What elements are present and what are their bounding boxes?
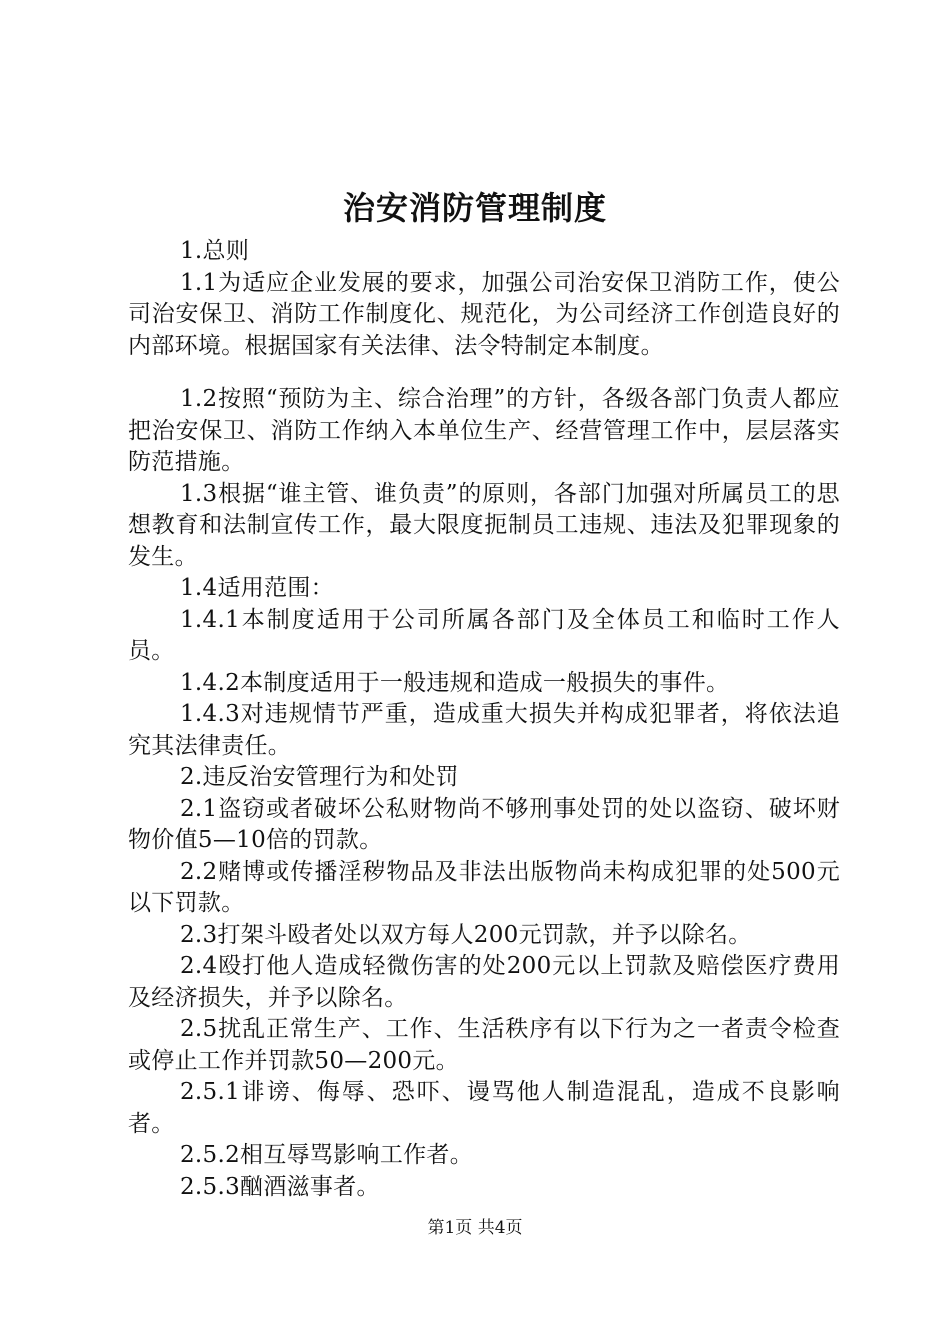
paragraph: 2.5.3酗酒滋事者。 xyxy=(180,1173,380,1200)
paragraph: 2.1盗窃或者破坏公私财物尚不够刑事处罚的处以盗窃、破坏财物价值5—10倍的罚款。 xyxy=(128,795,840,853)
paragraph: 1.3根据“谁主管、谁负责”的原则，各部门加强对所属员工的思想教育和法制宣传工作，最大限度扼制员工违规、违法及犯罪现象的发生。 xyxy=(128,480,840,570)
paragraph: 1.1为适应企业发展的要求，加强公司治安保卫消防工作，使公司治安保卫、消防工作制度化、规范化，为公司经济工作创造良好的内部环境。根据国家有关法律、法令特制定本制度。 xyxy=(128,269,840,359)
document-body xyxy=(128,236,840,1203)
paragraph: 2.5扰乱正常生产、工作、生活秩序有以下行为之一者责令检查或停止工作并罚款50—200元。 xyxy=(128,1016,840,1074)
page-number-footer: 第1页 共4页 xyxy=(427,1218,523,1238)
paragraph: 2.5.2相互辱骂影响工作者。 xyxy=(180,1142,474,1168)
paragraph: 1.4.1本制度适用于公司所属各部门及全体员工和临时工作人员。 xyxy=(128,606,840,664)
paragraph: 2.3打架斗殴者处以双方每人200元罚款，并予以除名。 xyxy=(180,921,752,948)
paragraph: 1.2按照“预防为主、综合治理”的方针，各级各部门负责人都应把治安保卫、消防工作纳入本单位生产、经营管理工作中，层层落实防范措施。 xyxy=(128,386,840,475)
paragraph: 1.4.3对违规情节严重，造成重大损失并构成犯罪者，将依法追究其法律责任。 xyxy=(128,701,840,759)
paragraph: 1.4.2本制度适用于一般违规和造成一般损失的事件。 xyxy=(180,669,730,696)
document-title: 治安消防管理制度 xyxy=(342,189,607,227)
section-heading: 1.总则 xyxy=(180,238,250,264)
paragraph: 2.5.1诽谤、侮辱、恐吓、谩骂他人制造混乱，造成不良影响者。 xyxy=(128,1079,840,1137)
paragraph: 2.4殴打他人造成轻微伤害的处200元以上罚款及赔偿医疗费用及经济损失，并予以除名。 xyxy=(128,953,840,1011)
paragraph: 2.2赌博或传播淫秽物品及非法出版物尚未构成犯罪的处500元以下罚款。 xyxy=(128,858,840,916)
paragraph: 1.4适用范围： xyxy=(180,575,334,601)
section-heading: 2.违反治安管理行为和处罚 xyxy=(180,764,459,790)
